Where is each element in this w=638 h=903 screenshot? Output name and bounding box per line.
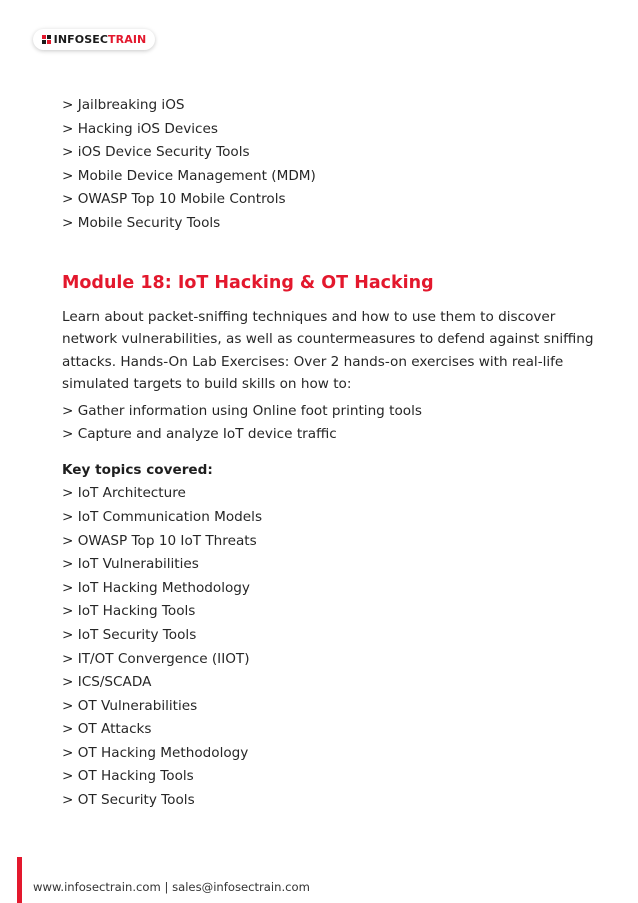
list-item: > Mobile Device Management (MDM)	[62, 167, 316, 184]
top-topic-list	[62, 94, 602, 236]
list-item: > Jailbreaking iOS	[62, 97, 185, 113]
list-item: > IoT Security Tools	[62, 626, 197, 643]
module-title: Module 18: IoT Hacking & OT Hacking	[62, 272, 434, 293]
list-item: > Gather information using Online foot printing tools	[62, 402, 422, 419]
list-item: > IoT Vulnerabilities	[62, 556, 199, 573]
list-item: > IoT Hacking Tools	[62, 603, 196, 620]
list-item: > OWASP Top 10 Mobile Controls	[62, 191, 286, 208]
list-item: > IT/OT Convergence (IIOT)	[62, 650, 250, 667]
list-item: > IoT Architecture	[62, 485, 186, 502]
infosectrain-logo-mark-icon	[42, 35, 51, 44]
list-item: > OT Vulnerabilities	[62, 697, 198, 714]
list-item: > OT Hacking Methodology	[62, 744, 249, 761]
footer-accent-bar	[17, 857, 22, 903]
key-topics-heading: Key topics covered:	[62, 461, 213, 478]
list-item: > OT Attacks	[62, 721, 152, 738]
list-item: > iOS Device Security Tools	[62, 144, 250, 161]
list-item: > Mobile Security Tools	[62, 214, 221, 231]
main-content	[62, 94, 602, 813]
list-item: > IoT Communication Models	[62, 508, 263, 525]
list-item: > IoT Hacking Methodology	[62, 579, 250, 596]
logo-text-infosec: INFOSEC	[53, 33, 109, 46]
logo-wordmark	[54, 34, 147, 45]
list-item: > OT Security Tools	[62, 792, 195, 809]
lab-exercise-list	[62, 400, 602, 447]
footer-contact: www.infosectrain.com | sales@infosectrain.com	[33, 880, 310, 894]
key-topics-list	[62, 482, 602, 812]
list-item: > Hacking iOS Devices	[62, 120, 218, 137]
list-item: > Capture and analyze IoT device traffic	[62, 426, 337, 443]
infosectrain-logo	[33, 29, 155, 50]
logo-text-train: TRAIN	[108, 33, 147, 46]
list-item: > ICS/SCADA	[62, 674, 152, 691]
list-item: > OT Hacking Tools	[62, 768, 194, 785]
list-item: > OWASP Top 10 IoT Threats	[62, 532, 257, 549]
module-description: Learn about packet-sniffing techniques and how to use them to discover network vulnerabilities, as well as countermeasures to defend against sniffing attacks. Hands-On Lab Exercises: Over 2 hands-on exercises with real-life simulated targets to build skills on how to:	[62, 308, 594, 393]
